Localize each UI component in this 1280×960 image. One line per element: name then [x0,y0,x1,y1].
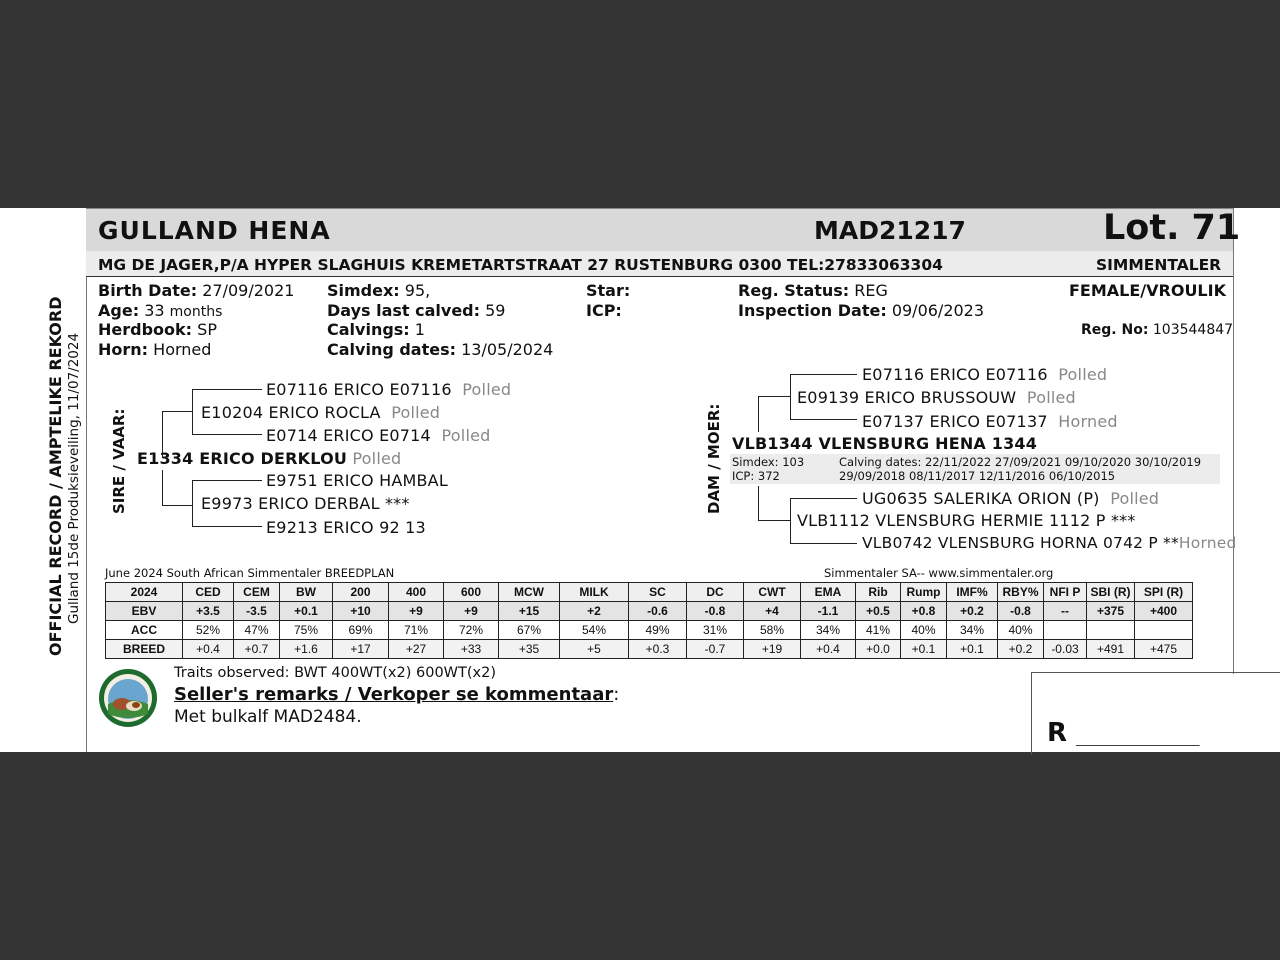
breedplan-cell: BW [280,583,333,602]
breedplan-cell: MILK [560,583,629,602]
breedplan-cell: -0.8 [998,602,1044,621]
breedplan-cell: 54% [560,621,629,640]
breedplan-cell: RBY% [998,583,1044,602]
breedplan-cell: +17 [333,640,389,659]
breedplan-cell: CWT [744,583,801,602]
days-last-calved: Days last calved: 59 [327,301,506,320]
breedplan-cell: 69% [333,621,389,640]
breedplan-cell: BREED [106,640,183,659]
sire-dam-dam: E9213 ERICO 92 13 [266,518,426,537]
breedplan-cell [1044,621,1087,640]
dam-dam-dam: VLB0742 VLENSBURG HORNA 0742 P **Horned [862,534,1237,552]
sex: FEMALE/VROULIK [1069,281,1226,300]
animal-id: MAD21217 [814,216,966,245]
breedplan-cell: -3.5 [234,602,280,621]
sire-sire-dam: E0714 ERICO E0714 Polled [266,426,491,445]
breedplan-cell: 31% [687,621,744,640]
breedplan-cell: -1.1 [801,602,856,621]
dam-calving-dates: Calving dates: 22/11/2022 27/09/2021 09/10/2020 30/10/2019 [839,455,1202,469]
breed-label: SIMMENTALER [1096,256,1222,274]
breedplan-cell: +33 [444,640,499,659]
breedplan-cell [1135,621,1193,640]
breedplan-cell: 600 [444,583,499,602]
breedplan-cell: SBI (R) [1087,583,1135,602]
calving-dates: Calving dates: 13/05/2024 [327,340,554,359]
breedplan-cell: 200 [333,583,389,602]
breedplan-cell: NFI P [1044,583,1087,602]
breedplan-cell: +0.1 [947,640,998,659]
sire-label: SIRE / VAAR: [110,408,128,514]
dam-sire-dam: E07137 ERICO E07137 Horned [862,412,1118,431]
age: Age: 33 months [98,301,223,320]
breedplan-cell: -- [1044,602,1087,621]
breedplan-cell: 40% [998,621,1044,640]
dam-dam-sire: UG0635 SALERIKA ORION (P) Polled [862,489,1160,508]
breedplan-cell: +19 [744,640,801,659]
icp-label: ICP: [586,301,622,320]
dam-sire: E09139 ERICO BRUSSOUW Polled [797,388,1076,407]
breedplan-cell: +15 [499,602,560,621]
breedplan-cell: +9 [389,602,444,621]
breedplan-cell: CED [183,583,234,602]
breedplan-cell: CEM [234,583,280,602]
owner-address: MG DE JAGER,P/A HYPER SLAGHUIS KREMETARTSTRAAT 27 RUSTENBURG 0300 TEL:27833063304 [98,256,943,274]
breedplan-cell: 2024 [106,583,183,602]
breedplan-cell: 34% [947,621,998,640]
breedplan-cell: +0.2 [998,640,1044,659]
animal-name: GULLAND HENA [98,216,331,245]
breedplan-cell: +10 [333,602,389,621]
breedplan-cell: 52% [183,621,234,640]
breedplan-cell: +0.1 [901,640,947,659]
breedplan-cell: Rib [856,583,901,602]
breedplan-cell: Rump [901,583,947,602]
breedplan-cell: 67% [499,621,560,640]
breedplan-cell: +1.6 [280,640,333,659]
breedplan-cell: +375 [1087,602,1135,621]
breedplan-cell: +475 [1135,640,1193,659]
dam-name: VLB1344 VLENSBURG HENA 1344 [732,434,1038,453]
breedplan-cell: +491 [1087,640,1135,659]
reg-status: Reg. Status: REG [738,281,888,300]
traits-observed: Traits observed: BWT 400WT(x2) 600WT(x2) [174,665,496,681]
breedplan-cell: -0.8 [687,602,744,621]
breedplan-cell: 34% [801,621,856,640]
dam-simdex: Simdex: 103 [732,455,805,469]
breedplan-cell: EMA [801,583,856,602]
star-label: Star: [586,281,631,300]
breedplan-cell: +35 [499,640,560,659]
remarks-text: Met bulkalf MAD2484. [174,707,362,727]
sire-dam: E9973 ERICO DERBAL *** [201,494,410,513]
breedplan-cell: +5 [560,640,629,659]
breedplan-cell: +4 [744,602,801,621]
breedplan-cell: -0.6 [629,602,687,621]
inspection-date: Inspection Date: 09/06/2023 [738,301,985,320]
breedplan-cell: +0.4 [801,640,856,659]
breedplan-cell [1087,621,1135,640]
breedplan-cell: MCW [499,583,560,602]
bid-currency: R [1047,718,1068,748]
breedplan-cell: +0.2 [947,602,998,621]
lot-number: Lot. 71 [1103,208,1241,248]
breedplan-cell: 75% [280,621,333,640]
breedplan-row [106,621,1193,640]
breedplan-cell: EBV [106,602,183,621]
dam-calving-dates-2: 29/09/2018 08/11/2017 12/11/2016 06/10/2015 [839,469,1116,483]
breedplan-cell: 71% [389,621,444,640]
breedplan-cell: 58% [744,621,801,640]
breedplan-title: June 2024 South African Simmentaler BREEDPLAN [105,566,395,580]
breedplan-cell: 400 [389,583,444,602]
breedplan-row [106,583,1193,602]
breedplan-cell: ACC [106,621,183,640]
horn: Horn: Horned [98,340,212,359]
breedplan-cell: 49% [629,621,687,640]
sire-sire: E10204 ERICO ROCLA Polled [201,403,441,422]
breedplan-cell: SC [629,583,687,602]
breedplan-cell: -0.03 [1044,640,1087,659]
breedplan-cell: 72% [444,621,499,640]
breedplan-row [106,602,1193,621]
breedplan-cell: 40% [901,621,947,640]
breedplan-cell: +0.3 [629,640,687,659]
dam-label: DAM / MOER: [705,403,723,514]
lot-card [0,208,1280,752]
herdbook: Herdbook: SP [98,320,217,339]
breedplan-cell: +0.8 [901,602,947,621]
dam-dam: VLB1112 VLENSBURG HERMIE 1112 P *** [797,511,1136,530]
breedplan-cell: +0.4 [183,640,234,659]
left-border [86,208,87,752]
sale-label: Gulland 15de Produksieveiling, 11/07/2024 [66,332,82,624]
breedplan-cell: +9 [444,602,499,621]
breedplan-cell: 41% [856,621,901,640]
breedplan-cell: SPI (R) [1135,583,1193,602]
breedplan-cell: -0.7 [687,640,744,659]
breedplan-cell: +0.1 [280,602,333,621]
sire-sire-sire: E07116 ERICO E07116 Polled [266,380,512,399]
breedplan-cell: +27 [389,640,444,659]
breedplan-cell: +2 [560,602,629,621]
sire-dam-sire: E9751 ERICO HAMBAL [266,471,448,490]
dam-sire-sire: E07116 ERICO E07116 Polled [862,365,1108,384]
breedplan-cell: IMF% [947,583,998,602]
simmentaler-logo [98,668,158,728]
remarks-heading: Seller's remarks / Verkoper se kommentaar: [174,684,620,705]
breedplan-table [105,582,1193,659]
breedplan-cell: +0.0 [856,640,901,659]
bid-line[interactable]: ___________________ [1076,732,1200,747]
simdex: Simdex: 95, [327,281,431,300]
breedplan-site: Simmentaler SA-- www.simmentaler.org [824,566,1054,580]
breedplan-cell: DC [687,583,744,602]
breedplan-cell: +400 [1135,602,1193,621]
breedplan-cell: +0.7 [234,640,280,659]
breedplan-row [106,640,1193,659]
reg-number: Reg. No: 103544847 [1081,322,1234,338]
breedplan-cell: +0.5 [856,602,901,621]
official-record-label: OFFICIAL RECORD / AMPTELIKE REKORD [46,296,65,656]
right-border [1233,208,1234,674]
breedplan-cell: +3.5 [183,602,234,621]
dam-icp: ICP: 372 [732,469,780,483]
breedplan-cell: 47% [234,621,280,640]
sire-name: E1334 ERICO DERKLOU Polled [137,449,402,468]
calvings: Calvings: 1 [327,320,425,339]
birth-date: Birth Date: 27/09/2021 [98,281,295,300]
